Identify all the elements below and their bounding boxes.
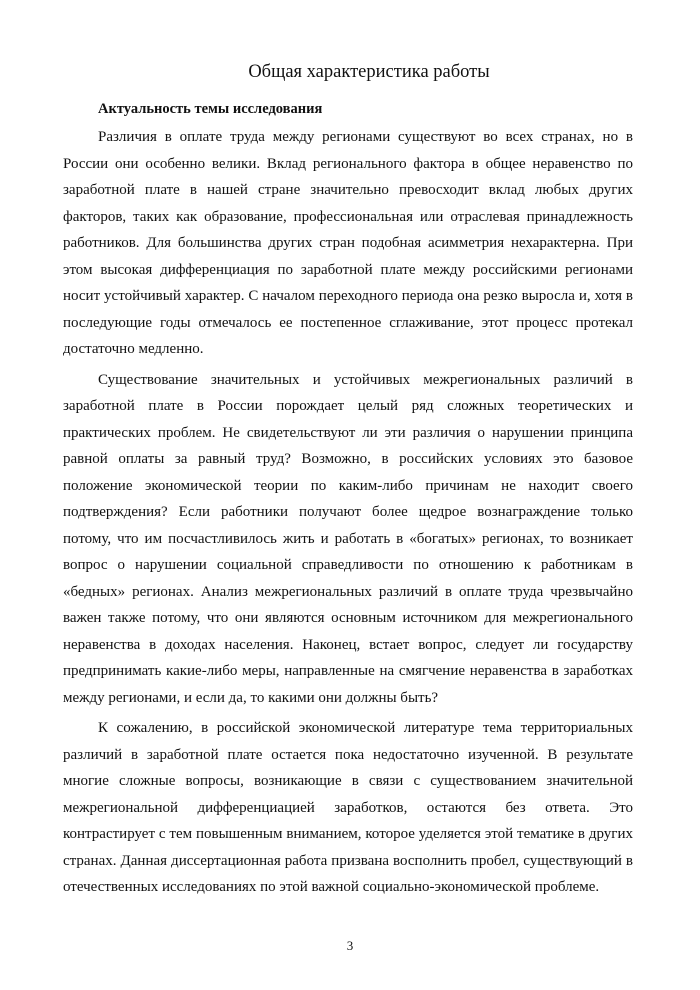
document-title: Общая характеристика работы [248,62,490,82]
paragraph-2: Существование значительных и устойчивых межрегиональных различий в заработной плате в России порождает целый ряд сложных теоретических и практических проблем. Не свидетельствуют ли эти различия о нарушении принципа равной оплаты за равный труд? Возможно, в российских условиях это базовое положение экономической теории по каким-либо причинам не находит своего подтверждения? Если работники получают более щедрое вознаграждение только потому, что им посчастливилось жить и работать в «богатых» регионах, то возникает вопрос о нарушении социальной справедливости по отношению к работникам в «бедных» регионах. Анализ межрегиональных различий в оплате труда чрезвычайно важен также потому, что они являются основным источником для межрегионального неравенства в доходах населения. Наконец, встает вопрос, следует ли государству предпринимать какие-либо меры, направленные на смягчение неравенства в заработках между регионами, и если да, то какими они должны быть? [63,371,633,706]
page-number: 3 [346,938,354,953]
paragraph-1: Различия в оплате труда между регионами существуют во всех странах, но в России они особенно велики. Вклад регионального фактора в общее неравенство по заработной плате в нашей стране значительно превосходит вклад любых других факторов, таких как образование, профессиональная или отраслевая принадлежность работников. Для большинства других стран подобная асимметрия нехарактерна. При этом высокая дифференциация по заработной плате между российскими регионами носит устойчивый характер. С началом переходного периода она резко выросла и, хотя в последующие годы отмечалось ее постепенное сглаживание, этот процесс протекал достаточно медленно. [63,129,633,357]
paragraph-3: К сожалению, в российской экономической литературе тема территориальных различий в заработной плате остается пока недостаточно изученной. В результате многие сложные вопросы, возникающие в связи с существованием значительной межрегиональной дифференциацией заработков, остаются без ответа. Это контрастирует с тем повышенным вниманием, которое уделяется этой тематике в других странах. Данная диссертационная работа призвана восполнить пробел, существующий в отечественных исследованиях по этой важной социально-экономической проблеме. [63,720,633,895]
body-text [63,124,633,901]
section-heading: Актуальность темы исследования [98,101,323,117]
